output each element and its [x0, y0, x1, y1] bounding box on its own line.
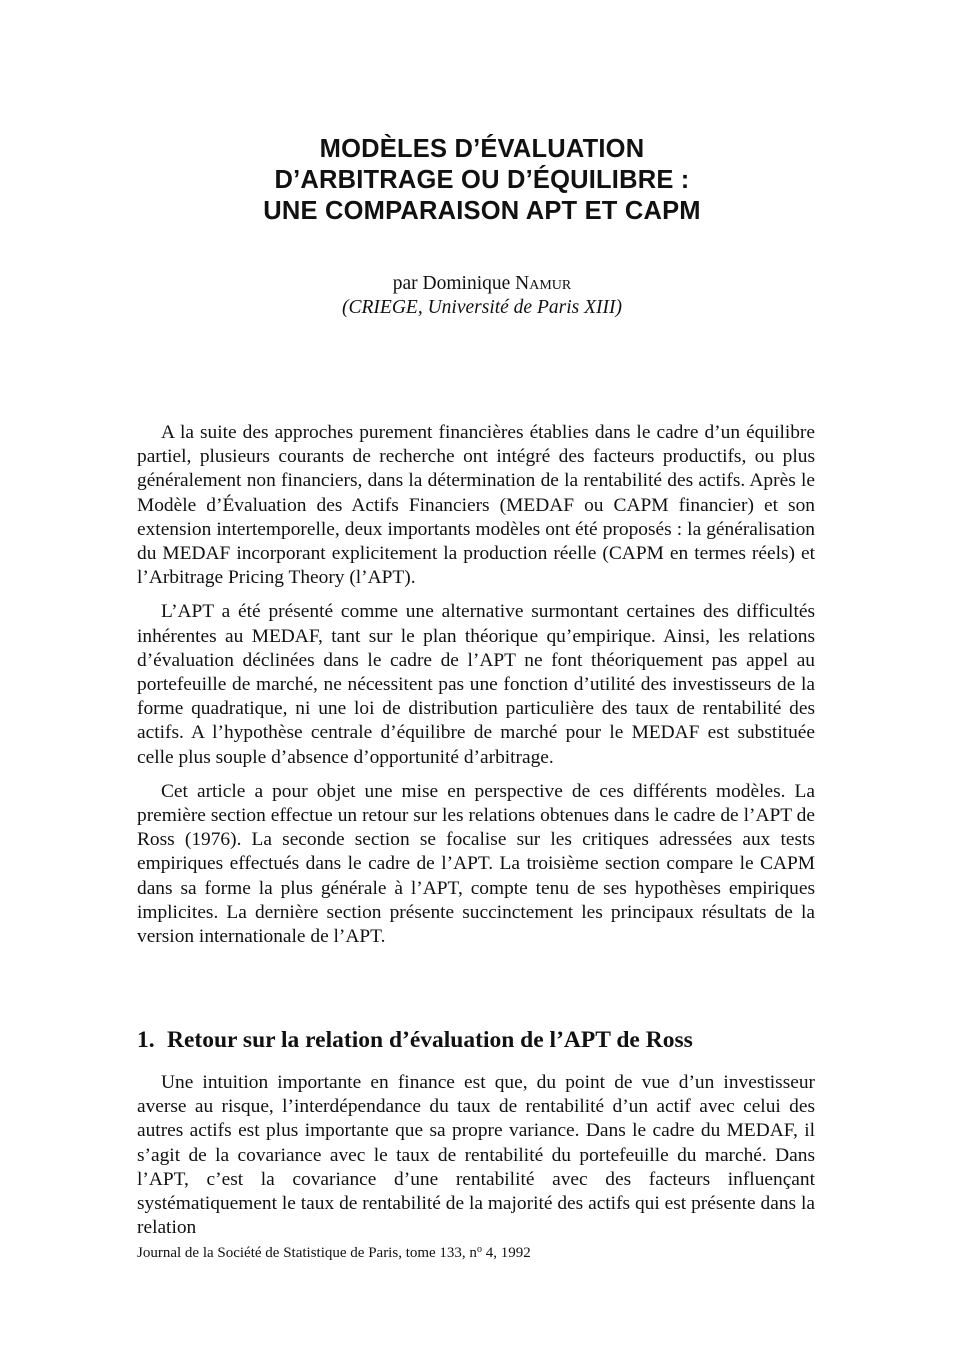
section-body — [137, 1071, 815, 1250]
article-title — [0, 134, 964, 227]
footer-journal: Journal de la Société de Statistique de Paris, tome 133, n — [137, 1245, 477, 1261]
byline — [0, 272, 964, 320]
section-title: Retour sur la relation d’évaluation de l’APT de Ross — [167, 1027, 693, 1053]
section-paragraph-1: Une intuition importante en finance est que, du point de vue d’un investisseur averse au risque, l’interdépendance du taux de rentabilité d’un actif avec celui des autres actifs est plus importante que sa propre variance. Dans le cadre du MEDAF, il s’agit de la covariance avec le taux de rentabilité du portefeuille du marché. Dans l’APT, c’est la covariance d’une rentabilité avec des facteurs influençant systématiquement le taux de rentabilité de la majorité des actifs qui est présente dans la relation — [137, 1072, 815, 1239]
intro-paragraph-2: L’APT a été présenté comme une alternative surmontant certaines des difficultés inhérentes au MEDAF, tant sur le plan théorique qu’empirique. Ainsi, les relations d’évaluation déclinées dans le cadre de l’APT ne font théoriquement pas appel au portefeuille de marché, ne nécessitent pas une fonction d’utilité des investisseurs de la forme quadratique, ni une loi de distribution particulière des taux de rentabilité des actifs. A l’hypothèse centrale d’équilibre de marché pour le MEDAF est substituée celle plus souple d’absence d’opportunité d’arbitrage. — [137, 601, 815, 768]
intro-paragraph-1: A la suite des approches purement financières établies dans le cadre d’un équilibre partiel, plusieurs courants de recherche ont intégré des facteurs productifs, ou plus généralement non financiers, dans la détermination de la rentabilité des actifs. Après le Modèle d’Évaluation des Actifs Financiers (MEDAF ou CAPM financier) et son extension intertemporelle, deux importants modèles ont été proposés : la généralisation du MEDAF incorporant explicitement la production réelle (CAPM en termes réels) et l’Arbitrage Pricing Theory (l’APT). — [137, 422, 815, 589]
section-heading — [137, 1025, 837, 1055]
author-affiliation: (CRIEGE, Université de Paris XIII) — [342, 297, 622, 318]
section-number: 1. — [137, 1027, 155, 1053]
author-lastname: Namur — [515, 273, 572, 294]
introduction — [137, 421, 815, 959]
journal-footer — [137, 1240, 815, 1263]
title-line-1: MODÈLES D’ÉVALUATION — [319, 135, 645, 163]
footer-issue: 4, 1992 — [481, 1245, 531, 1261]
byline-prefix: par Dominique — [392, 273, 516, 294]
title-line-3: UNE COMPARAISON APT ET CAPM — [263, 197, 701, 225]
intro-paragraph-3: Cet article a pour objet une mise en perspective de ces différents modèles. La première section effectue un retour sur les relations obtenues dans le cadre de l’APT de Ross (1976). La seconde section se focalise sur les critiques adressées aux tests empiriques effectués dans le cadre de l’APT. La troisième section compare le CAPM dans sa forme la plus générale à l’APT, compte tenu de ses hypothèses empiriques implicites. La dernière section présente succinctement les principaux résultats de la version internationale de l’APT. — [137, 780, 815, 948]
footer-sup: o — [476, 1244, 482, 1255]
title-line-2: D’ARBITRAGE OU D’ÉQUILIBRE : — [274, 166, 690, 194]
